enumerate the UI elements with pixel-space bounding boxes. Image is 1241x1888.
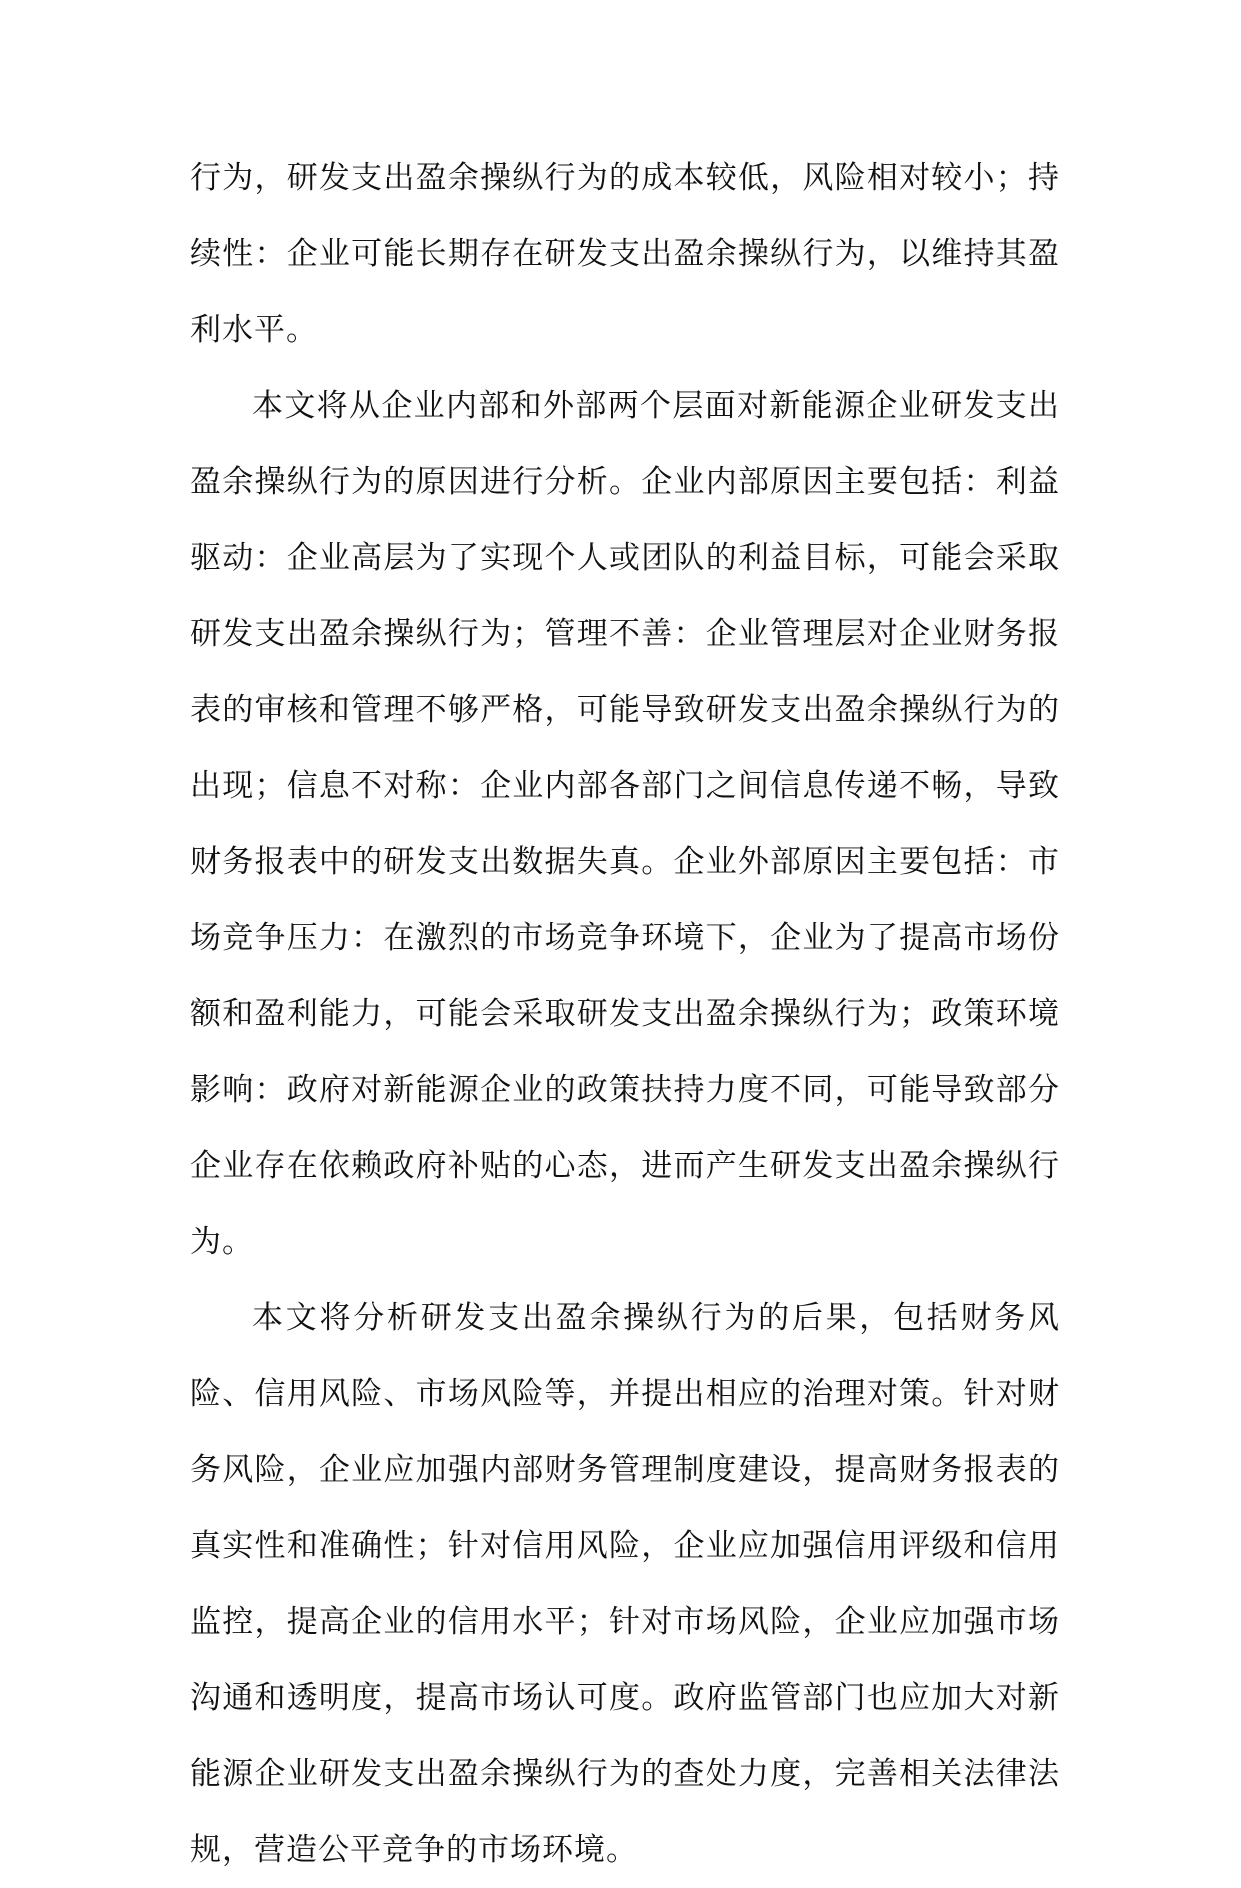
- document-body: [190, 140, 1060, 1888]
- paragraph-consequences: 本文将分析研发支出盈余操纵行为的后果，包括财务风险、信用风险、市场风险等，并提出相应的治理对策。针对财务风险，企业应加强内部财务管理制度建设，提高财务报表的真实性和准确性；针对信用风险，企业应加强信用评级和信用监控，提高企业的信用水平；针对市场风险，企业应加强市场沟通和透明度，提高市场认可度。政府监管部门也应加大对新能源企业研发支出盈余操纵行为的查处力度，完善相关法律法规，营造公平竞争的市场环境。: [190, 1300, 1060, 1868]
- paragraph-continuation: 行为，研发支出盈余操纵行为的成本较低，风险相对较小；持续性：企业可能长期存在研发支出盈余操纵行为，以维持其盈利水平。: [190, 160, 1060, 348]
- paragraph-causes: 本文将从企业内部和外部两个层面对新能源企业研发支出盈余操纵行为的原因进行分析。企业内部原因主要包括：利益驱动：企业高层为了实现个人或团队的利益目标，可能会采取研发支出盈余操纵行为；管理不善：企业管理层对企业财务报表的审核和管理不够严格，可能导致研发支出盈余操纵行为的出现；信息不对称：企业内部各部门之间信息传递不畅，导致财务报表中的研发支出数据失真。企业外部原因主要包括：市场竞争压力：在激烈的市场竞争环境下，企业为了提高市场份额和盈利能力，可能会采取研发支出盈余操纵行为；政策环境影响：政府对新能源企业的政策扶持力度不同，可能导致部分企业存在依赖政府补贴的心态，进而产生研发支出盈余操纵行为。: [190, 388, 1060, 1260]
